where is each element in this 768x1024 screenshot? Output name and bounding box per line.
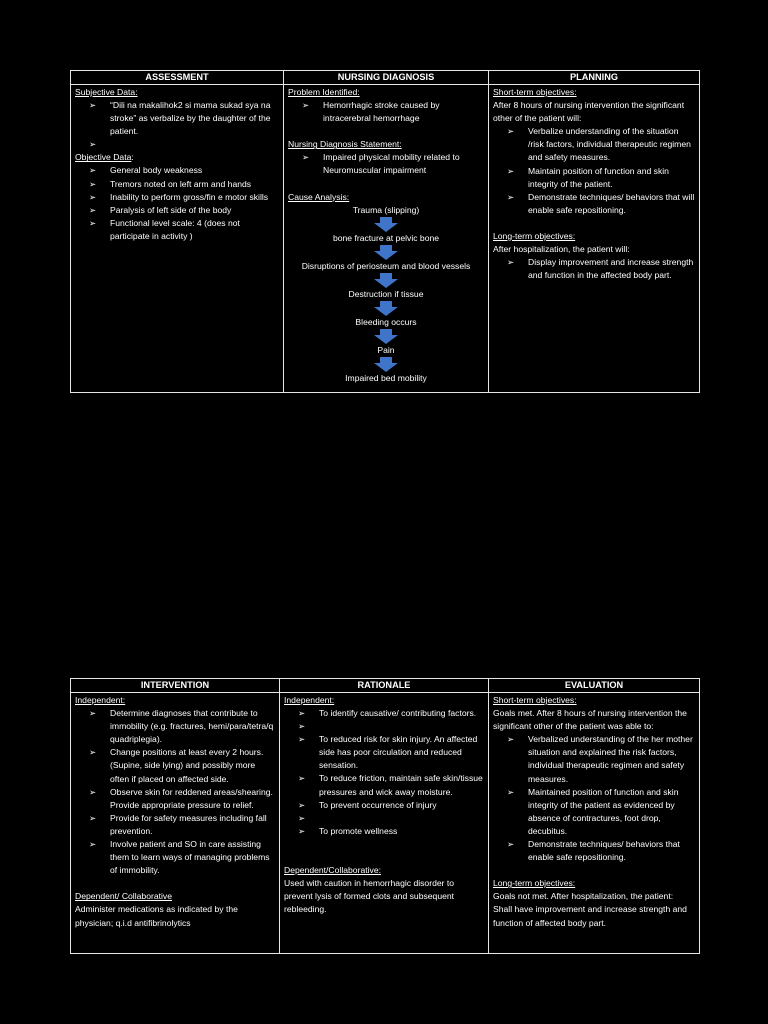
objective-heading	[75, 151, 279, 164]
independent-label: Independent:	[284, 695, 335, 705]
evaluation-header: EVALUATION	[489, 679, 700, 693]
flow-step: Bleeding occurs	[355, 317, 417, 328]
short-term-intro: Goals met. After 8 hours of nursing intervention the significant other of the patient was able to:	[493, 708, 687, 732]
intervention-item: ➢ Provide for safety measures including fall prevention.	[89, 812, 275, 838]
short-term-item: ➢ Demonstrate techniques/ behaviors that will enable safe repositioning.	[507, 191, 695, 217]
rationale-item: ➢ To reduced risk for skin injury. An affected side has poor circulation and reduced sensation.	[298, 733, 484, 772]
short-term-intro: After 8 hours of nursing intervention the significant other of the patient will:	[493, 100, 685, 124]
content-row	[71, 693, 700, 954]
nursing-diagnosis-header: NURSING DIAGNOSIS	[284, 71, 489, 85]
subjective-item-empty	[89, 138, 279, 151]
problem-item: ➢ Hemorrhagic stroke caused by intracerebral hemorrhage	[302, 99, 484, 125]
problem-label: Problem Identified:	[288, 87, 360, 97]
intervention-header: INTERVENTION	[71, 679, 280, 693]
intervention-cell	[71, 693, 280, 954]
planning-cell	[489, 85, 700, 393]
dependent-label: Dependent/Collaborative:	[284, 864, 381, 875]
short-term-list	[493, 125, 695, 217]
evaluation-list	[493, 733, 695, 864]
objective-item: ➢ Inability to perform gross/fin e motor skills	[89, 191, 279, 204]
evaluation-cell	[489, 693, 700, 954]
objective-colon: :	[131, 152, 134, 163]
dependent-text: Used with caution in hemorrhagic disorder to prevent lysis of formed clots and subsequent rebleeding.	[284, 877, 455, 915]
statement-label: Nursing Diagnosis Statement:	[288, 139, 402, 150]
objective-item: ➢ Functional level scale: 4 (does not participate in activity )	[89, 217, 279, 243]
assessment-cell	[71, 85, 284, 393]
cause-analysis-label: Cause Analysis:	[288, 191, 350, 202]
long-term-label: Long-term objectives:	[493, 878, 576, 889]
flow-step: Disruptions of periosteum and blood vessels	[301, 260, 471, 271]
evaluation-item: ➢ Demonstrate techniques/ behaviors that enable safe repositioning.	[507, 838, 695, 864]
subjective-list	[75, 99, 279, 151]
statement-item: ➢ Impaired physical mobility related to Neuromuscular impairment	[302, 151, 484, 177]
intervention-item: ➢ Change positions at least every 2 hours. (Supine, side lying) and possibly more often if placed on affected side.	[89, 746, 275, 785]
long-term-text: Goals not met. After hospitalization, the patient:	[493, 891, 674, 902]
long-term-label: Long-term objectives:	[493, 230, 576, 241]
rationale-list	[284, 707, 484, 838]
objective-item: ➢ Paralysis of left side of the body	[89, 204, 279, 217]
intervention-list	[75, 707, 275, 877]
subjective-item: ➢ “Dili na makalihok2 si mama sukad sya na stroke” as verbalize by the daughter of the patient.	[89, 99, 279, 138]
short-term-label: Short-term objectives:	[493, 695, 577, 705]
rationale-item: ➢ To reduce friction, maintain safe skin/tissue pressures and wick away moisture.	[298, 772, 484, 798]
problem-list	[288, 99, 484, 125]
care-plan-table-2	[70, 678, 700, 954]
rationale-header: RATIONALE	[280, 679, 489, 693]
down-arrow-icon	[374, 217, 398, 232]
flow-step: Destruction if tissue	[348, 288, 424, 299]
down-arrow-icon	[374, 329, 398, 344]
dependent-text: Administer medications as indicated by the physician; q.i.d antifibrinolytics	[75, 904, 238, 928]
cause-flowchart	[288, 204, 484, 386]
flow-step: Trauma (slipping)	[352, 204, 420, 215]
statement-list	[288, 151, 484, 177]
objective-label: Objective Data	[75, 152, 132, 163]
content-row	[71, 85, 700, 393]
intervention-item: ➢ Observe skin for reddened areas/shearing. Provide appropriate pressure to relief.	[89, 786, 275, 812]
down-arrow-icon	[374, 357, 398, 372]
short-term-item: ➢ Maintain position of function and skin integrity of the patient.	[507, 165, 695, 191]
diagnosis-cell	[284, 85, 489, 393]
planning-header: PLANNING	[489, 71, 700, 85]
short-term-item: ➢ Verbalize understanding of the situation /risk factors, individual therapeutic regimen and safety measures.	[507, 125, 695, 164]
flow-step: Pain	[377, 345, 395, 356]
objective-list	[75, 164, 279, 243]
rationale-item: ➢ To promote wellness	[298, 825, 484, 838]
short-term-label: Short-term objectives:	[493, 87, 577, 97]
evaluation-item: ➢ Verbalized understanding of the her mother situation and explained the risk factors, individual therapeutic regimen and safety measures.	[507, 733, 695, 785]
objective-item: ➢ Tremors noted on left arm and hands	[89, 178, 279, 191]
long-term-item: ➢ Display improvement and increase strength and function in the affected body part.	[507, 256, 695, 282]
long-term-intro: After hospitalization, the patient will:	[493, 244, 630, 255]
down-arrow-icon	[374, 245, 398, 260]
assessment-header: ASSESSMENT	[71, 71, 284, 85]
independent-label: Independent:	[75, 695, 126, 705]
down-arrow-icon	[374, 273, 398, 288]
objective-item: ➢ General body weakness	[89, 164, 279, 177]
rationale-cell	[280, 693, 489, 954]
dependent-label: Dependent/ Collaborative	[75, 891, 172, 902]
intervention-item: ➢ Involve patient and SO in care assisting them to learn ways of managing problems of immobility.	[89, 838, 275, 877]
care-plan-table-1	[70, 70, 700, 393]
evaluation-item: ➢ Maintained position of function and skin integrity of the patient as evidenced by absence of contractures, foot drop, decubitus.	[507, 786, 695, 838]
flow-step: bone fracture at pelvic bone	[332, 232, 440, 243]
long-term-text: Shall have improvement and increase strength and function of affected body part.	[493, 904, 687, 928]
header-row	[71, 71, 700, 85]
down-arrow-icon	[374, 301, 398, 316]
flow-step: Impaired bed mobility	[345, 373, 427, 384]
intervention-item: ➢ Determine diagnoses that contribute to immobility (e.g. fractures, hemi/para/tetra/q quadriplegia).	[89, 707, 275, 746]
rationale-item: ➢ To identify causative/ contributing factors.	[298, 707, 484, 720]
long-term-list	[493, 256, 695, 282]
header-row	[71, 679, 700, 693]
rationale-item: ➢ To prevent occurrence of injury	[298, 799, 484, 812]
subjective-label: Subjective Data:	[75, 87, 138, 97]
